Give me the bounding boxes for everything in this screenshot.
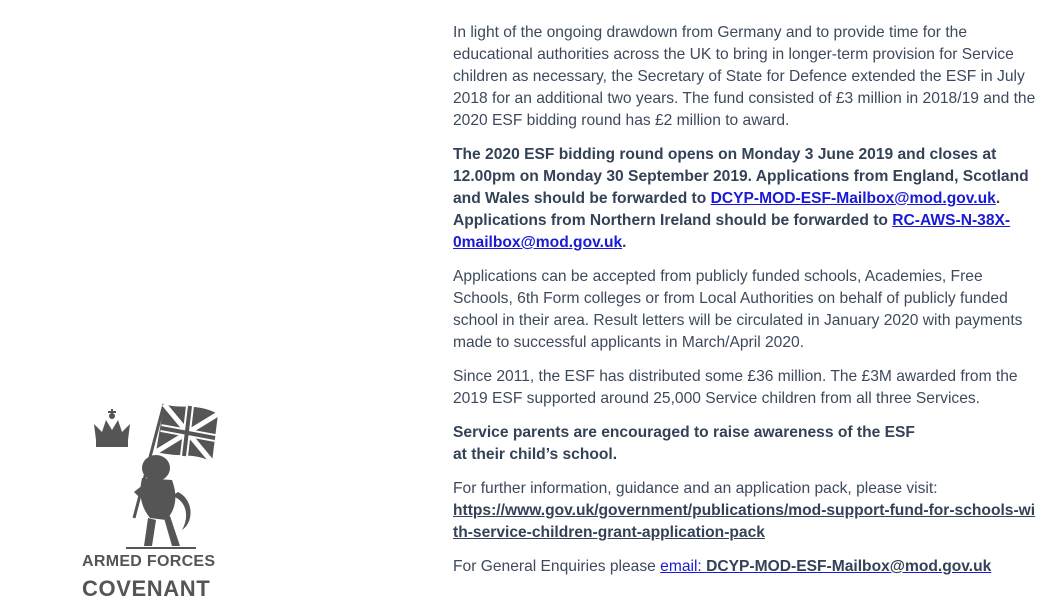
email-link-prefix: email: — [660, 558, 707, 575]
logo-text-armed-forces: ARMED FORCES — [82, 553, 216, 570]
bidding-round-text-ni: . Applications from Northern Ireland should be forwarded to — [453, 190, 1001, 229]
logo-text-covenant: COVENANT — [82, 576, 211, 601]
email-link-address: DCYP-MOD-ESF-Mailbox@mod.gov.uk — [706, 558, 992, 575]
union-flag-icon — [156, 404, 218, 462]
general-enquiries-email-link[interactable] — [660, 558, 991, 575]
lion-icon — [134, 455, 191, 546]
lion-flag-crown-emblem — [86, 400, 226, 550]
gov-uk-application-pack-link[interactable]: https://www.gov.uk/government/publications/mod-support-fund-for-schools-with-service-children-grant-application-pack — [453, 502, 1036, 541]
document-body — [453, 22, 1038, 590]
paragraph-background: In light of the ongoing drawdown from Germany and to provide time for the educational authorities across the UK to bring in longer-term provision for Service children as necessary, the Secretary of State for Defence extended the ESF in July 2018 for an additional two years. The fund consisted of £3 million in 2018/19 and the 2020 ESF bidding round has £2 million to award. — [453, 24, 1036, 129]
paragraph-general-enquiries — [453, 556, 1038, 578]
paragraph-further-info — [453, 478, 1038, 544]
further-info-text: For further information, guidance and an application pack, please visit: — [453, 480, 938, 497]
awareness-line-2: at their child’s school. — [453, 446, 618, 463]
paragraph-history: Since 2011, the ESF has distributed some £36 million. The £3M awarded from the 2019 ESF supported around 25,000 Service children from all three Services. — [453, 368, 1018, 407]
awareness-line-1: Service parents are encouraged to raise awareness of the ESF — [453, 424, 915, 441]
bidding-round-period: . — [622, 234, 627, 251]
armed-forces-covenant-logo — [78, 400, 238, 605]
email-link-dcyp-mailbox[interactable]: DCYP-MOD-ESF-Mailbox@mod.gov.uk — [710, 190, 996, 207]
bidding-round-text: The 2020 ESF bidding round opens on Monday 3 June 2019 and closes at 12.00pm on Monday 30 September 2019. Applications from England, Scotland and Wales should be forwarded to — [453, 146, 1029, 207]
paragraph-awareness — [453, 422, 1038, 466]
email-link-rc-aws-mailbox[interactable]: RC-AWS-N-38X-0mailbox@mod.gov.uk — [453, 212, 1011, 251]
paragraph-eligibility: Applications can be accepted from publicly funded schools, Academies, Free Schools, 6th Form colleges or from Local Authorities on behalf of publicly funded school in their area. Result letters will be circulated in January 2020 with payments made to successful applicants in March/April 2020. — [453, 268, 1023, 351]
paragraph-bidding-round — [453, 144, 1038, 254]
general-enquiries-text: For General Enquiries please — [453, 558, 661, 575]
crown-icon — [94, 409, 130, 447]
